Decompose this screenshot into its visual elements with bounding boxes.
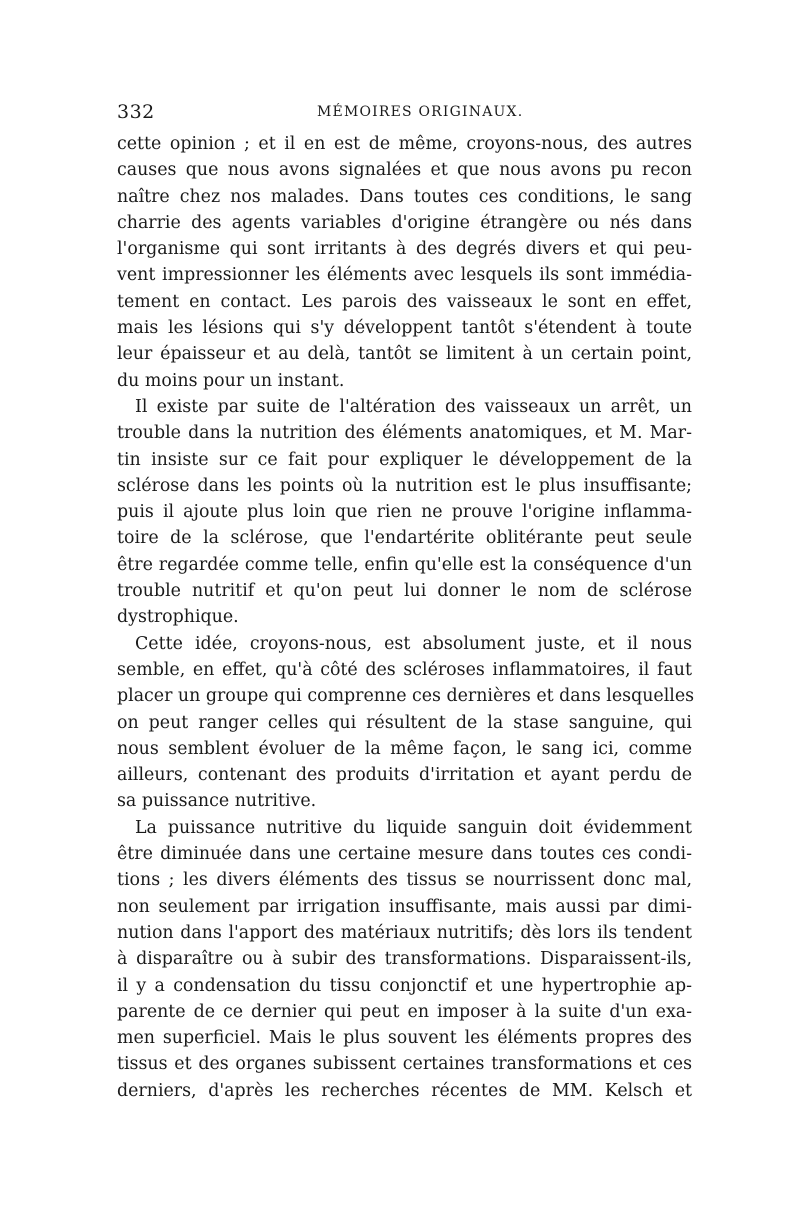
text-line: toire de la sclérose, que l'endartérite oblitérante peut seule bbox=[117, 528, 692, 549]
text-line: trouble nutritif et qu'on peut lui donner le nom de sclérose bbox=[117, 581, 692, 602]
text-line: ailleurs, contenant des produits d'irritation et ayant perdu de bbox=[117, 765, 692, 786]
text-line: placer un groupe qui comprenne ces dernières et dans lesquelles bbox=[117, 686, 695, 707]
text-line: dystrophique. bbox=[117, 607, 239, 628]
text-line: puis il ajoute plus loin que rien ne prouve l'origine inflamma- bbox=[117, 502, 692, 523]
text-line: causes que nous avons signalées et que nous avons pu recon bbox=[117, 160, 692, 181]
text-line: du moins pour un instant. bbox=[117, 370, 345, 391]
text-line: derniers, d'après les recherches récentes de MM. Kelsch et bbox=[117, 1080, 692, 1101]
text-line: tissus et des organes subissent certaines transformations et ces bbox=[117, 1054, 692, 1075]
text-line: tin insiste sur ce fait pour expliquer le développement de la bbox=[117, 449, 692, 470]
text-line: il y a condensation du tissu conjonctif et une hypertrophie ap- bbox=[117, 975, 692, 996]
text-line: charrie des agents variables d'origine étrangère ou nés dans bbox=[117, 212, 692, 233]
text-line: non seulement par irrigation insuffisante, mais aussi par dimi- bbox=[117, 896, 692, 917]
text-line: être diminuée dans une certaine mesure dans toutes ces condi- bbox=[117, 844, 692, 865]
text-line: vent impressionner les éléments avec lesquels ils sont immédia- bbox=[117, 265, 692, 286]
body-text bbox=[117, 131, 695, 1104]
text-line: naître chez nos malades. Dans toutes ces conditions, le sang bbox=[117, 186, 692, 207]
text-line: sclérose dans les points où la nutrition est le plus insuffisante; bbox=[117, 475, 692, 496]
text-line: à disparaître ou à subir des transformations. Disparaissent-ils, bbox=[117, 949, 692, 970]
text-line: mais les lésions qui s'y développent tantôt s'étendent à toute bbox=[117, 318, 692, 339]
text-line: leur épaisseur et au delà, tantôt se limitent à un certain point, bbox=[117, 344, 692, 365]
text-line: men superficiel. Mais le plus souvent les éléments propres des bbox=[117, 1028, 692, 1049]
page-header bbox=[117, 101, 692, 125]
page-number: 332 bbox=[117, 101, 155, 123]
text-line: l'organisme qui sont irritants à des degrés divers et qui peu- bbox=[117, 239, 692, 260]
text-line: trouble dans la nutrition des éléments anatomiques, et M. Mar- bbox=[117, 423, 692, 444]
text-line: Il existe par suite de l'altération des vaisseaux un arrêt, un bbox=[135, 396, 692, 417]
text-line: parente de ce dernier qui peut en imposer à la suite d'un exa- bbox=[117, 1001, 692, 1022]
text-line: être regardée comme telle, enfin qu'elle est la conséquence d'un bbox=[117, 554, 692, 575]
text-line: tement en contact. Les parois des vaisseaux le sont en effet, bbox=[117, 291, 692, 312]
text-line: semble, en effet, qu'à côté des scléroses inflammatoires, il faut bbox=[117, 659, 692, 680]
text-line: La puissance nutritive du liquide sanguin doit évidemment bbox=[135, 817, 692, 838]
text-line: on peut ranger celles qui résultent de la stase sanguine, qui bbox=[117, 712, 692, 733]
text-line: sa puissance nutritive. bbox=[117, 791, 317, 812]
text-line: tions ; les divers éléments des tissus se nourrissent donc mal, bbox=[117, 870, 692, 891]
text-line: nution dans l'apport des matériaux nutritifs; dès lors ils tendent bbox=[117, 922, 692, 943]
text-line: cette opinion ; et il en est de même, croyons-nous, des autres bbox=[117, 134, 692, 154]
text-line: Cette idée, croyons-nous, est absolument juste, et il nous bbox=[135, 633, 692, 654]
running-title: MÉMOIRES ORIGINAUX. bbox=[317, 104, 524, 120]
text-line: nous semblent évoluer de la même façon, le sang ici, comme bbox=[117, 738, 692, 759]
